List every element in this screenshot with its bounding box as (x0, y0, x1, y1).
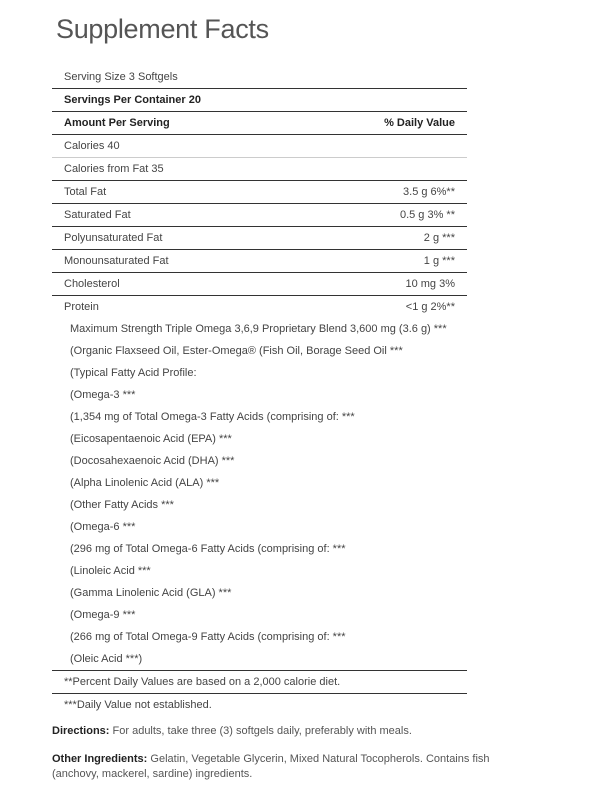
nutrient-name: Cholesterol (64, 278, 120, 290)
directions-paragraph (52, 724, 492, 739)
footnote-daily-value: **Percent Daily Values are based on a 2,000 calorie diet. (52, 671, 467, 694)
nutrient-value: 1 g *** (423, 255, 455, 267)
servings-per-container: Servings Per Container 20 (64, 94, 201, 106)
page-title: Supplement Facts (56, 14, 269, 44)
blend-line: (Oleic Acid ***) (52, 648, 467, 671)
nutrient-value: 10 mg 3% (405, 278, 455, 290)
servings-per-container-row (52, 89, 467, 112)
nutrient-row (52, 135, 467, 158)
nutrient-name: Total Fat (64, 186, 107, 198)
nutrient-name: Protein (64, 301, 99, 313)
serving-size: Serving Size 3 Softgels (64, 71, 178, 83)
blend-line: (Organic Flaxseed Oil, Ester-Omega® (Fish Oil, Borage Seed Oil *** (70, 345, 403, 357)
nutrient-row (52, 227, 467, 250)
nutrient-name: Calories 40 (64, 140, 120, 152)
nutrient-name: Polyunsaturated Fat (64, 232, 163, 244)
blend-line: (Eicosapentaenoic Acid (EPA) *** (70, 433, 232, 445)
nutrient-value: <1 g 2%** (405, 301, 455, 313)
amount-per-serving-header: Amount Per Serving (64, 117, 170, 129)
other-ingredients-paragraph (52, 752, 492, 782)
blend-line: (Docosahexaenoic Acid (DHA) *** (70, 455, 235, 467)
daily-value-header: % Daily Value (384, 117, 455, 129)
blend-line: (Other Fatty Acids *** (70, 499, 174, 511)
supplement-facts-table (52, 66, 467, 716)
nutrient-row (52, 158, 467, 181)
serving-size-row (52, 66, 467, 89)
nutrient-row (52, 250, 467, 273)
blend-line: (Linoleic Acid *** (70, 565, 151, 577)
directions-label: Directions: (52, 725, 110, 737)
other-ingredients-text: Gelatin, Vegetable Glycerin, Mixed Natural Tocopherols. Contains fish (anchovy, mackerel, sardine) ingredients. (52, 753, 490, 780)
nutrient-row (52, 181, 467, 204)
table-header-row (52, 112, 467, 135)
nutrient-name: Monounsaturated Fat (64, 255, 169, 267)
directions-text: For adults, take three (3) softgels daily, preferably with meals. (109, 725, 412, 737)
blend-line: (Omega-3 *** (70, 389, 136, 401)
nutrient-value: 2 g *** (423, 232, 455, 244)
blend-line: (1,354 mg of Total Omega-3 Fatty Acids (comprising of: *** (70, 411, 355, 423)
nutrient-row (52, 204, 467, 227)
nutrient-row (52, 273, 467, 296)
footnote-not-established: ***Daily Value not established. (64, 699, 212, 711)
other-ingredients-label: Other Ingredients: (52, 753, 148, 765)
blend-line: (296 mg of Total Omega-6 Fatty Acids (comprising of: *** (70, 543, 346, 555)
blend-line: (Omega-9 *** (70, 609, 136, 621)
blend-line: Maximum Strength Triple Omega 3,6,9 Proprietary Blend 3,600 mg (3.6 g) *** (70, 323, 447, 335)
blend-line: (Alpha Linolenic Acid (ALA) *** (70, 477, 220, 489)
blend-line: (Omega-6 *** (70, 521, 136, 533)
nutrient-value: 3.5 g 6%** (403, 186, 455, 198)
nutrient-row (52, 296, 467, 318)
blend-line: (Gamma Linolenic Acid (GLA) *** (70, 587, 232, 599)
blend-line: (266 mg of Total Omega-9 Fatty Acids (comprising of: *** (70, 631, 346, 643)
nutrient-value: 0.5 g 3% ** (399, 209, 455, 221)
blend-line: (Typical Fatty Acid Profile: (70, 367, 197, 379)
nutrient-name: Calories from Fat 35 (64, 163, 164, 175)
nutrient-name: Saturated Fat (64, 209, 131, 221)
